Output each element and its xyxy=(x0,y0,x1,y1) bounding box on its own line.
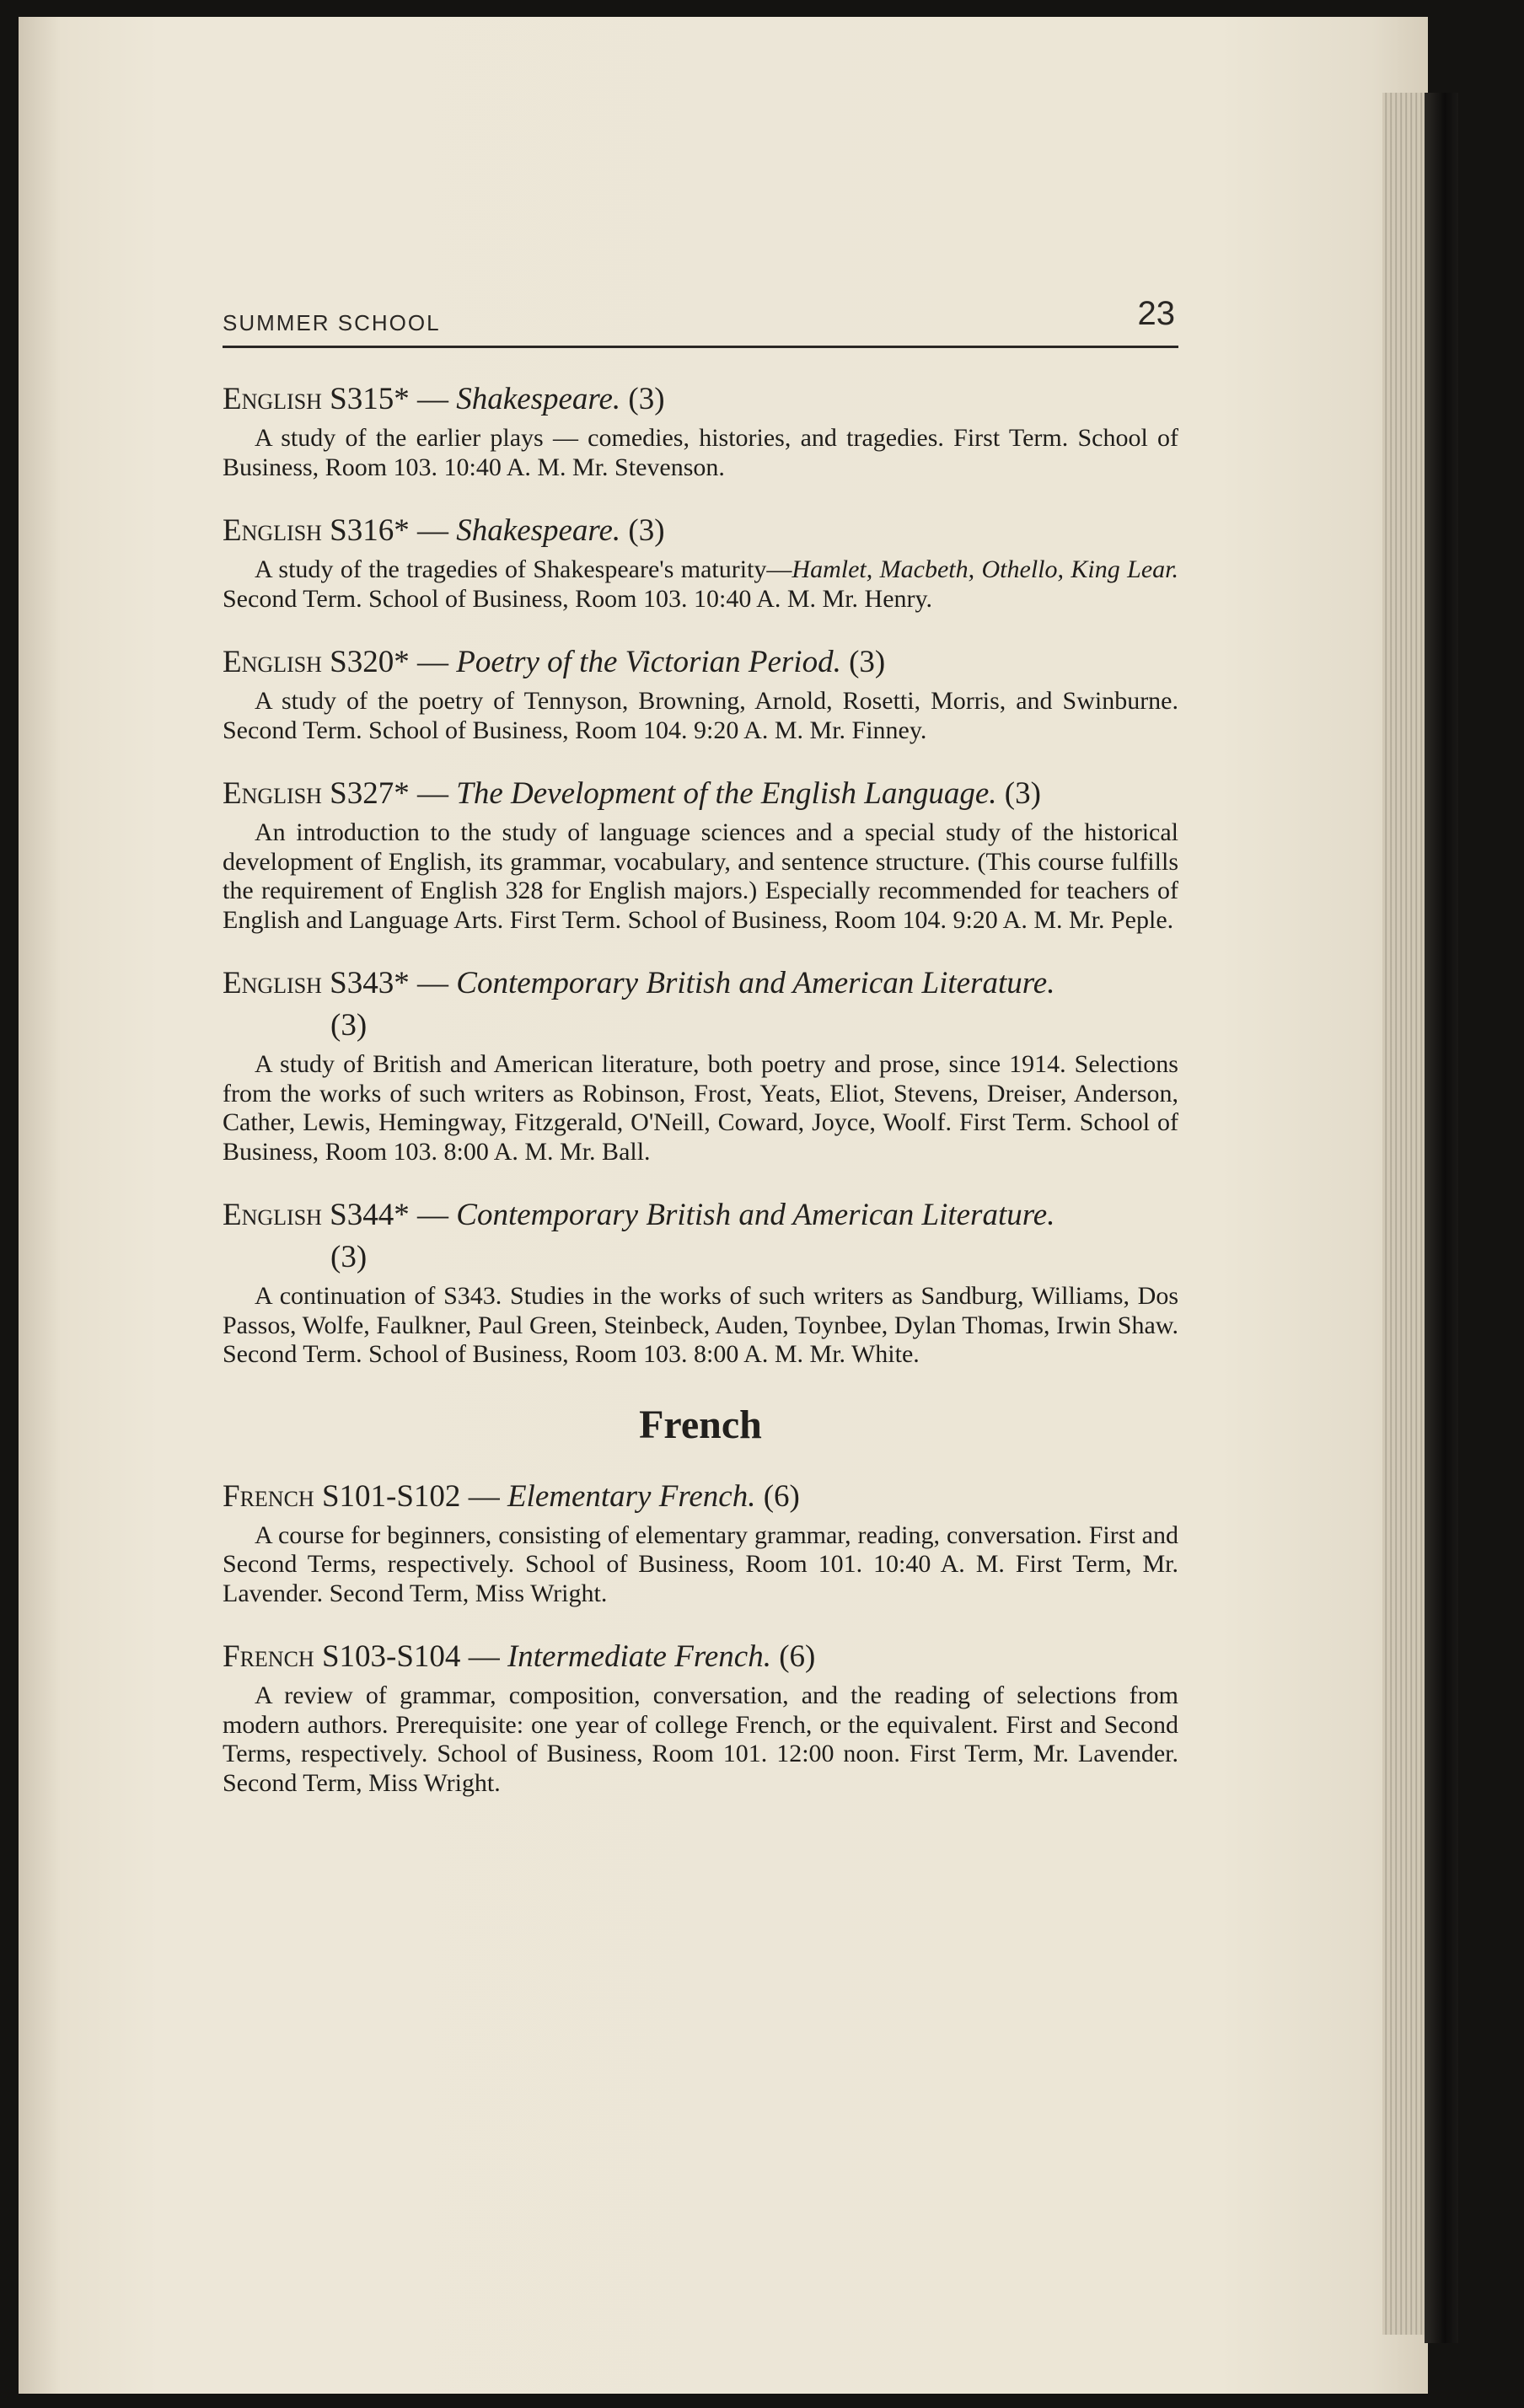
course-title: Contemporary British and American Literature. xyxy=(456,966,1055,1000)
course-credits: (3) xyxy=(330,1008,368,1043)
course-heading xyxy=(223,773,1178,815)
course-code: English S327* xyxy=(223,776,410,811)
course-heading xyxy=(223,1194,1178,1279)
course-description-text: A study of the poetry of Tennyson, Browning, Arnold, Rosetti, Morris, and Swinburne. Second Term. School of Business, Room 104. 9:20 A. M. Mr. Finney. xyxy=(223,687,1178,744)
course-title: Shakespeare. xyxy=(456,513,621,548)
course-heading xyxy=(223,1636,1178,1678)
course-entry xyxy=(223,963,1178,1166)
course-description-text: A study of British and American literature, both poetry and prose, since 1914. Selections from the works of such writers as Robinson, Frost, Yeats, Eliot, Stevens, Dreiser, Anderson, Cather, Lewis, Hemingway, Fitzgerald, O'Neill, Coward, Joyce, Woolf. First Term. School of Business, Room 103. 8:00 A. M. Mr. Ball. xyxy=(223,1050,1178,1166)
course-dash: — xyxy=(409,776,457,811)
course-credits: (6) xyxy=(763,1478,800,1514)
course-dash: — xyxy=(460,1639,507,1674)
course-description xyxy=(223,1521,1178,1609)
section-heading-french: French xyxy=(639,1402,762,1447)
course-description-text: A study of the tragedies of Shakespeare's maturity— xyxy=(255,555,792,583)
course-heading xyxy=(223,378,1178,421)
course-entry xyxy=(223,773,1178,935)
course-description xyxy=(223,818,1178,935)
running-head xyxy=(223,295,1178,348)
course-entry xyxy=(223,1476,1178,1609)
book-spine xyxy=(1425,93,1458,2343)
course-description-text: A study of the earlier plays — comedies, histories, and tragedies. First Term. School of Business, Room 103. 10:40 A. M. Mr. Stevenson. xyxy=(223,424,1178,481)
course-description-text: A course for beginners, consisting of elementary grammar, reading, conversation. First and Second Terms, respectively. School of Business, Room 101. 10:40 A. M. First Term, Mr. Lavender. Second Term, Miss Wright. xyxy=(223,1520,1178,1607)
course-credits: (3) xyxy=(849,645,886,679)
course-title: Shakespeare. xyxy=(456,382,621,416)
course-heading xyxy=(223,1476,1178,1518)
course-entry xyxy=(223,641,1178,745)
course-entry xyxy=(223,1194,1178,1370)
course-description-text: An introduction to the study of language sciences and a special study of the historical development of English, its grammar, vocabulary, and sentence structure. (This course fulfills the requirement of English 328 for English majors.) Especially recommended for teachers of English and Language Arts. First Term. School of Business, Room 104. 9:20 A. M. Mr. Peple. xyxy=(223,818,1178,934)
course-description xyxy=(223,1681,1178,1798)
page-edges xyxy=(1382,93,1425,2335)
running-head-title: SUMMER SCHOOL xyxy=(223,310,441,335)
course-code: English S316* xyxy=(223,513,410,548)
course-dash: — xyxy=(409,1198,457,1232)
course-description xyxy=(223,424,1178,482)
course-code: English S343* xyxy=(223,966,410,1000)
course-credits: (6) xyxy=(779,1639,816,1674)
course-code: English S320* xyxy=(223,645,410,679)
course-description-text: A continuation of S343. Studies in the works of such writers as Sandburg, Williams, Dos Passos, Wolfe, Faulkner, Paul Green, Steinbeck, Auden, Toynbee, Dylan Thomas, Irwin Shaw. Second Term. School of Business, Room 103. 8:00 A. M. Mr. White. xyxy=(223,1282,1178,1368)
book-page xyxy=(19,17,1428,2394)
course-description-text: A review of grammar, composition, conversation, and the reading of selections from modern authors. Prerequisite: one year of college French, or the equivalent. First and Second Terms, respectively. School of Business, Room 101. 12:00 noon. First Term, Mr. Lavender. Second Term, Miss Wright. xyxy=(223,1681,1178,1797)
course-heading xyxy=(223,510,1178,552)
course-title: Poetry of the Victorian Period. xyxy=(456,645,841,679)
course-title: Intermediate French. xyxy=(507,1639,771,1674)
course-dash: — xyxy=(460,1478,507,1514)
course-description xyxy=(223,1282,1178,1370)
course-heading xyxy=(223,963,1178,1047)
course-entry xyxy=(223,378,1178,482)
course-title: Contemporary British and American Literature. xyxy=(456,1198,1055,1232)
course-code: English S315* xyxy=(223,382,410,416)
course-description xyxy=(223,555,1178,614)
course-credits: (3) xyxy=(1004,776,1041,811)
course-description xyxy=(223,1050,1178,1166)
course-description xyxy=(223,687,1178,745)
page-number: 23 xyxy=(1137,295,1175,332)
course-title: Elementary French. xyxy=(507,1478,756,1514)
course-code: French S101-S102 xyxy=(223,1478,461,1514)
course-dash: — xyxy=(409,382,457,416)
course-title: The Development of the English Language. xyxy=(456,776,997,811)
course-credits: (3) xyxy=(628,513,665,548)
course-dash: — xyxy=(409,645,457,679)
page-content xyxy=(223,295,1178,1826)
course-entry xyxy=(223,510,1178,614)
course-code: French S103-S104 xyxy=(223,1639,461,1674)
course-credits: (3) xyxy=(628,382,665,416)
course-code: English S344* xyxy=(223,1198,410,1232)
course-dash: — xyxy=(409,513,457,548)
course-entry xyxy=(223,1636,1178,1798)
course-dash: — xyxy=(409,966,457,1000)
course-description-italic: Hamlet, Macbeth, Othello, King Lear. xyxy=(792,555,1178,583)
course-credits: (3) xyxy=(330,1240,368,1274)
course-heading xyxy=(223,641,1178,684)
course-description-text: Second Term. School of Business, Room 103. 10:40 A. M. Mr. Henry. xyxy=(223,584,933,613)
